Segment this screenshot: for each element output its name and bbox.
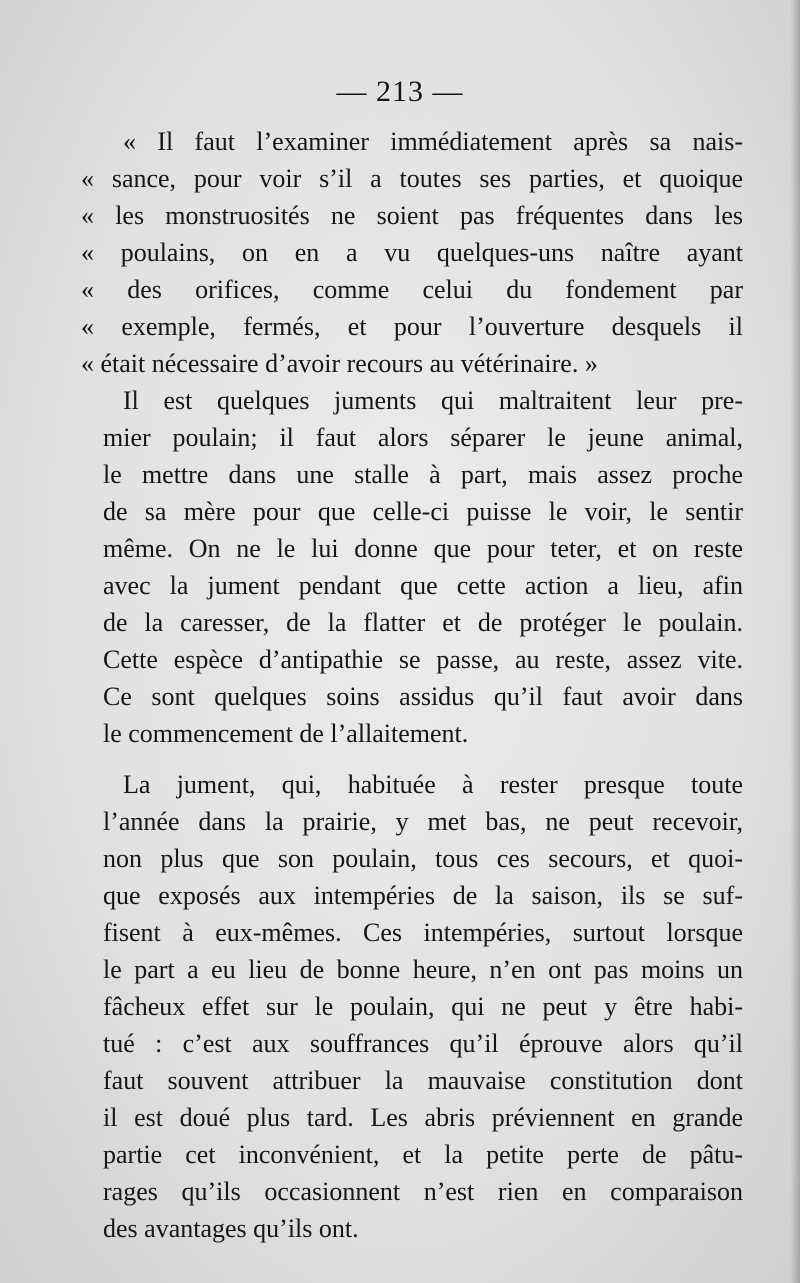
text-line: « poulains, on en a vu quelques-uns naître ayant	[81, 238, 743, 267]
page-number: — 213 —	[336, 75, 464, 108]
text-line: « les monstruosités ne soient pas fréquentes dans les	[81, 201, 743, 230]
text-line: « Il faut l’examiner immédiatement après sa nais-	[123, 127, 743, 156]
text-line: que exposés aux intempéries de la saison, ils se suf-	[103, 881, 743, 910]
text-line: le commencement de l’allaitement.	[103, 719, 469, 748]
text-line: « des orifices, comme celui du fondement par	[81, 275, 743, 304]
text-line: mier poulain; il faut alors séparer le jeune animal,	[103, 423, 743, 452]
text-line: il est doué plus tard. Les abris préviennent en grande	[103, 1103, 743, 1132]
text-line: le part a eu lieu de bonne heure, n’en ont pas moins un	[103, 955, 743, 984]
text-line: même. On ne le lui donne que pour teter, et on reste	[103, 534, 743, 563]
text-line: « exemple, fermés, et pour l’ouverture desquels il	[81, 312, 743, 341]
text-line: faut souvent attribuer la mauvaise constitution dont	[103, 1066, 743, 1095]
page-body-text	[81, 123, 743, 1247]
text-line: fâcheux effet sur le poulain, qui ne peut y être habi-	[103, 992, 743, 1021]
text-line: non plus que son poulain, tous ces secours, et quoi-	[103, 844, 743, 873]
text-line: fisent à eux-mêmes. Ces intempéries, surtout lorsque	[103, 918, 743, 947]
text-line: Il est quelques juments qui maltraitent leur pre-	[123, 386, 743, 415]
text-line: le mettre dans une stalle à part, mais assez proche	[103, 460, 743, 489]
text-line: partie cet inconvénient, et la petite perte de pâtu-	[103, 1140, 743, 1169]
text-line: Ce sont quelques soins assidus qu’il faut avoir dans	[103, 682, 743, 711]
text-line: tué : c’est aux souffrances qu’il éprouve alors qu’il	[103, 1029, 743, 1058]
text-line: de sa mère pour que celle-ci puisse le voir, le sentir	[103, 497, 743, 526]
text-line: La jument, qui, habituée à rester presque toute	[123, 770, 743, 799]
text-line: « sance, pour voir s’il a toutes ses parties, et quoique	[81, 164, 743, 193]
text-line: de la caresser, de la flatter et de protéger le poulain.	[103, 608, 743, 637]
text-line: Cette espèce d’antipathie se passe, au reste, assez vite.	[103, 645, 743, 674]
text-line: l’année dans la prairie, y met bas, ne peut recevoir,	[103, 807, 743, 836]
text-line: « était nécessaire d’avoir recours au vétérinaire. »	[81, 349, 598, 378]
text-line: rages qu’ils occasionnent n’est rien en comparaison	[103, 1177, 743, 1206]
text-line: des avantages qu’ils ont.	[103, 1214, 359, 1243]
text-line: avec la jument pendant que cette action a lieu, afin	[103, 571, 743, 600]
paragraph-gap	[103, 752, 743, 766]
